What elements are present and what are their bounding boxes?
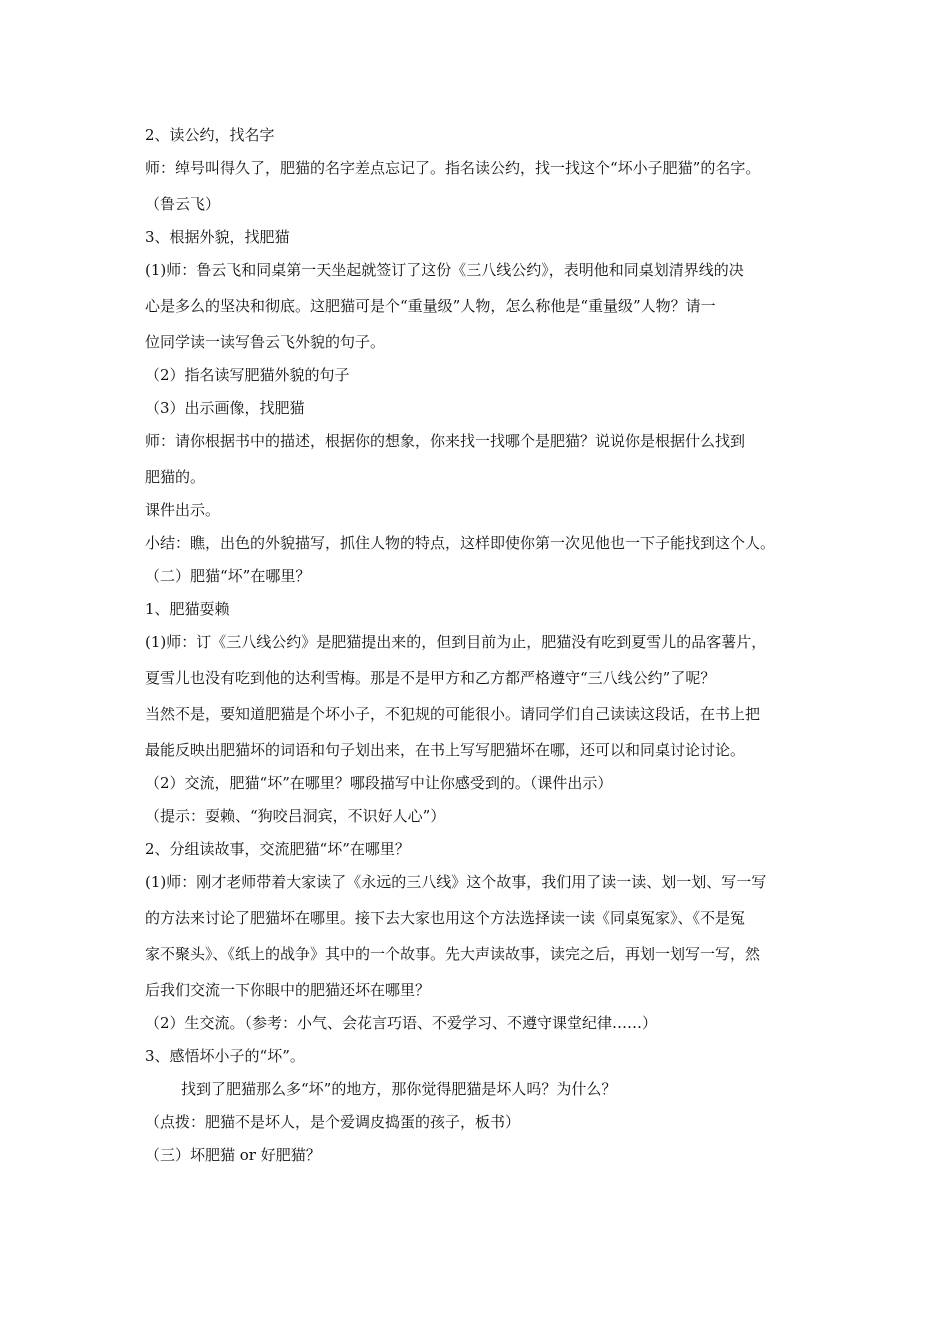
paragraph-line: 师：绰号叫得久了，肥猫的名字差点忘记了。指名读公约，找一找这个“坏小子肥猫”的名字。 <box>145 159 761 177</box>
paragraph-line: 师：请你根据书中的描述，根据你的想象，你来找一找哪个是肥猫？说说你是根据什么找到 <box>145 432 746 450</box>
paragraph-line: 心是多么的坚决和彻底。这肥猫可是个“重量级”人物，怎么称他是“重量级”人物？请一 <box>145 297 716 315</box>
paragraph-line: （点拨：肥猫不是坏人，是个爱调皮捣蛋的孩子，板书） <box>145 1113 521 1131</box>
paragraph-line: (1)师：订《三八线公约》是肥猫提出来的，但到目前为止，肥猫没有吃到夏雪儿的品客薯片， <box>145 633 767 651</box>
section-heading-appearance: 3、根据外貌，找肥猫 <box>145 228 290 246</box>
section-heading-group-reading: 2、分组读故事，交流肥猫“坏”在哪里？ <box>145 840 410 858</box>
paragraph-line: 的方法来讨论了肥猫坏在哪里。接下去大家也用这个方法选择读一读《同桌冤家》、《不是冤 <box>145 909 746 927</box>
paragraph-line: (1)师：鲁云飞和同桌第一天坐起就签订了这份《三八线公约》，表明他和同桌划清界线的决 <box>145 261 744 279</box>
paragraph-line: 找到了肥猫那么多“坏”的地方，那你觉得肥猫是坏人吗？为什么？ <box>181 1080 617 1098</box>
paragraph-line: 肥猫的。 <box>145 468 206 486</box>
paragraph-line: （3）出示画像，找肥猫 <box>145 399 305 417</box>
paragraph-line: （2）交流，肥猫“坏”在哪里？哪段描写中让你感受到的。（课件出示） <box>145 774 613 792</box>
paragraph-line: 当然不是，要知道肥猫是个坏小子，不犯规的可能很小。请同学们自己读读这段话，在书上把 <box>145 705 761 723</box>
paragraph-line: 最能反映出肥猫坏的词语和句子划出来，在书上写写肥猫坏在哪，还可以和同桌讨论讨论。 <box>145 741 746 759</box>
paragraph-line: （2）生交流。（参考：小气、会花言巧语、不爱学习、不遵守课堂纪律……） <box>145 1014 658 1032</box>
paragraph-line: 课件出示。 <box>145 501 221 519</box>
section-heading-read-convention: 2、读公约，找名字 <box>145 126 275 144</box>
paragraph-line: 小结：瞧，出色的外貌描写，抓住人物的特点，这样即使你第一次见他也一下子能找到这个人。 <box>145 534 776 552</box>
paragraph-line: 家不聚头》、《纸上的战争》其中的一个故事。先大声读故事，读完之后，再划一划写一写，然 <box>145 945 761 963</box>
section-heading-bad-or-good: （三）坏肥猫 or 好肥猫？ <box>145 1146 321 1164</box>
section-heading-understand-bad: 3、感悟坏小子的“坏”。 <box>145 1047 305 1065</box>
paragraph-line: （提示：耍赖、“狗咬吕洞宾，不识好人心”） <box>145 807 446 825</box>
section-heading-why-bad: （二）肥猫“坏”在哪里？ <box>145 567 311 585</box>
document-body <box>145 124 825 1166</box>
paragraph-line: 夏雪儿也没有吃到他的达利雪梅。那是不是甲方和乙方都严格遵守“三八线公约”了呢？ <box>145 669 716 687</box>
paragraph-line: （鲁云飞） <box>145 195 221 213</box>
section-heading-cheating: 1、肥猫耍赖 <box>145 600 230 618</box>
paragraph-line: 后我们交流一下你眼中的肥猫还坏在哪里？ <box>145 981 431 999</box>
paragraph-line: （2）指名读写肥猫外貌的句子 <box>145 366 350 384</box>
paragraph-line: 位同学读一读写鲁云飞外貌的句子。 <box>145 333 386 351</box>
paragraph-line: (1)师：刚才老师带着大家读了《永远的三八线》这个故事，我们用了读一读、划一划、写一写 <box>145 873 767 891</box>
